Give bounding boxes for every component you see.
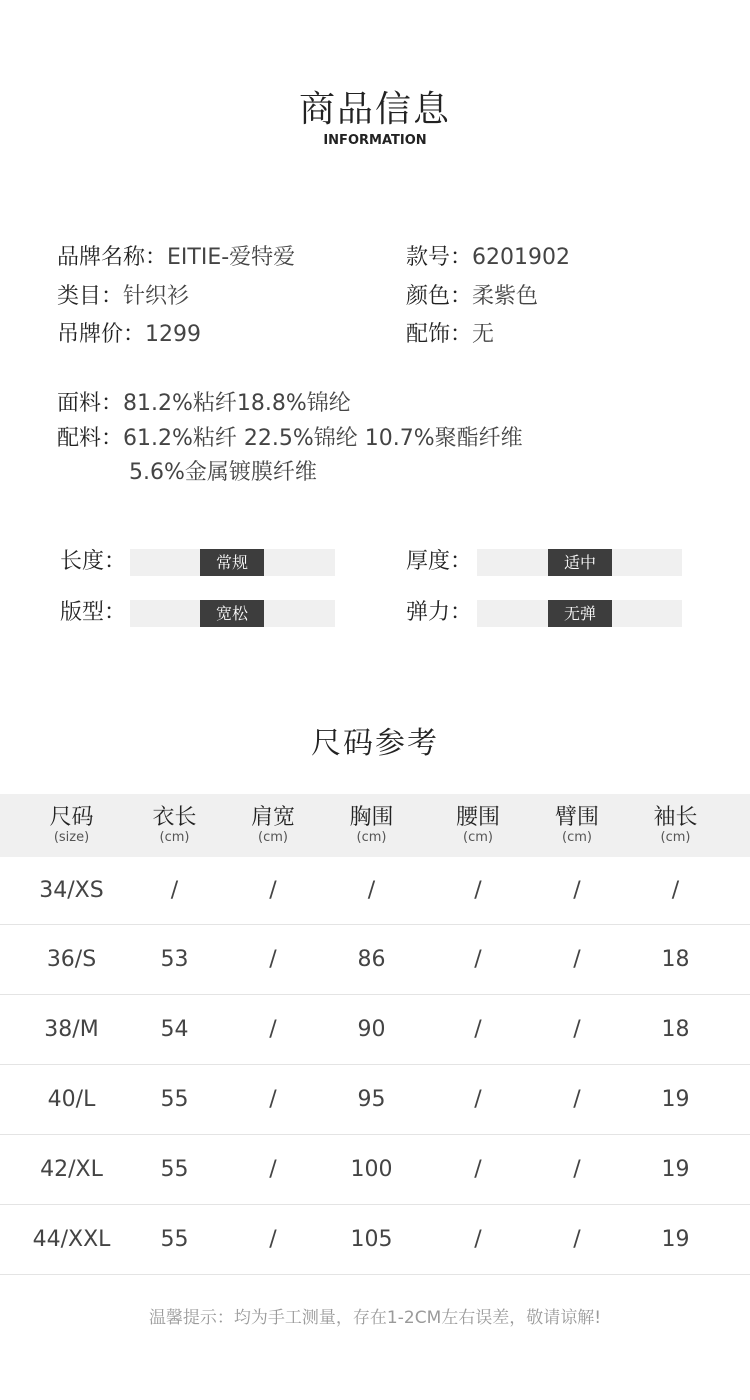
column-header-sleeve: 袖长 (cm) — [653, 805, 698, 845]
color-value: 柔紫色 — [472, 284, 539, 309]
table-cell: 86 — [357, 946, 386, 972]
page-title: 商品信息 — [298, 89, 451, 130]
table-cell: 90 — [357, 1016, 386, 1042]
thickness-scale — [477, 549, 682, 576]
style-no-info — [406, 243, 570, 273]
column-header-size: 尺码 (size) — [49, 805, 94, 845]
elasticity-value-chip: 无弹 — [548, 600, 612, 627]
brand-label: 品牌名称： — [57, 245, 168, 270]
column-header-arm: 臂围 (cm) — [554, 805, 599, 845]
table-cell: 100 — [350, 1156, 393, 1182]
table-cell: 55 — [160, 1156, 189, 1182]
table-cell: / — [367, 877, 376, 903]
thickness-value-chip: 适中 — [548, 549, 612, 576]
table-cell: / — [573, 1016, 581, 1042]
table-cell: / — [269, 946, 277, 972]
brand-info — [57, 243, 295, 273]
page-subtitle: INFORMATION — [323, 133, 427, 148]
fabric-main — [57, 389, 351, 419]
table-cell: 34/XS — [39, 877, 104, 903]
table-row — [0, 1064, 750, 1134]
fabric-lining-line2: 5.6%金属镀膜纤维 — [129, 460, 317, 485]
table-cell: 44/XXL — [32, 1226, 111, 1252]
column-header-length: 衣长 (cm) — [152, 805, 197, 845]
price-label: 吊牌价： — [57, 322, 146, 347]
fabric-lining-value-1: 61.2%粘纤 22.5%锦纶 10.7%聚酯纤维 — [123, 426, 523, 451]
table-cell: / — [474, 877, 482, 903]
thickness-label: 厚度： — [406, 549, 473, 574]
category-label: 类目： — [57, 284, 124, 309]
table-row — [0, 994, 750, 1064]
column-header-bust: 胸围 (cm) — [349, 805, 394, 845]
table-cell: / — [269, 1156, 277, 1182]
fabric-main-label: 面料： — [57, 391, 124, 416]
table-cell: / — [573, 1086, 581, 1112]
price-info — [57, 320, 201, 350]
table-cell: 95 — [357, 1086, 386, 1112]
table-cell: 19 — [661, 1226, 690, 1252]
table-cell: / — [671, 877, 680, 903]
size-table-header — [0, 794, 750, 857]
fit-value-chip: 宽松 — [200, 600, 264, 627]
length-label: 长度： — [60, 549, 127, 574]
table-cell: 55 — [160, 1086, 189, 1112]
column-header-waist: 腰围 (cm) — [455, 805, 500, 845]
table-cell: / — [474, 1226, 482, 1252]
table-row — [0, 1134, 750, 1204]
category-info — [57, 282, 189, 312]
measurement-note: 温馨提示：均为手工测量，存在1-2CM左右误差，敬请谅解! — [148, 1308, 602, 1328]
table-cell: 42/XL — [40, 1156, 103, 1182]
color-label: 颜色： — [406, 284, 473, 309]
color-info — [406, 282, 538, 312]
table-cell: 105 — [350, 1226, 393, 1252]
table-cell: / — [573, 946, 581, 972]
elasticity-scale — [477, 600, 682, 627]
accessory-info — [406, 320, 494, 350]
table-cell: / — [573, 1156, 581, 1182]
table-cell: 40/L — [47, 1086, 96, 1112]
table-cell: / — [269, 1086, 277, 1112]
size-table — [0, 794, 750, 1275]
price-value: 1299 — [145, 322, 202, 347]
table-cell: / — [474, 946, 482, 972]
table-cell: / — [474, 1086, 482, 1112]
category-value: 针织衫 — [123, 284, 190, 309]
table-cell: / — [170, 877, 179, 903]
fabric-lining-label: 配料： — [57, 426, 124, 451]
style-no-value: 6201902 — [472, 245, 570, 270]
table-cell: 53 — [160, 946, 189, 972]
column-header-shoulder: 肩宽 (cm) — [250, 805, 295, 845]
fabric-main-value: 81.2%粘纤18.8%锦纶 — [123, 391, 351, 416]
accessory-value: 无 — [472, 322, 495, 347]
table-cell: / — [269, 1226, 277, 1252]
length-scale — [130, 549, 335, 576]
fit-label: 版型： — [60, 600, 127, 625]
table-cell: / — [573, 1226, 581, 1252]
table-row — [0, 857, 750, 924]
size-chart-title: 尺码参考 — [311, 726, 439, 761]
table-cell: / — [573, 877, 581, 903]
table-cell: 18 — [661, 946, 690, 972]
table-cell: / — [474, 1156, 482, 1182]
table-cell: / — [269, 877, 277, 903]
fabric-lining — [57, 424, 523, 454]
table-row — [0, 924, 750, 994]
brand-value: EITIE-爱特爱 — [167, 245, 296, 270]
table-row — [0, 1204, 750, 1274]
fit-scale — [130, 600, 335, 627]
table-cell: 18 — [661, 1016, 690, 1042]
table-cell: 54 — [160, 1016, 189, 1042]
accessory-label: 配饰： — [406, 322, 473, 347]
table-cell: 36/S — [46, 946, 97, 972]
table-cell: 38/M — [44, 1016, 99, 1042]
style-no-label: 款号： — [406, 245, 473, 270]
table-cell: 55 — [160, 1226, 189, 1252]
length-value-chip: 常规 — [200, 549, 264, 576]
table-cell: 19 — [661, 1086, 690, 1112]
elasticity-label: 弹力： — [406, 600, 473, 625]
table-cell: / — [269, 1016, 277, 1042]
table-cell: / — [474, 1016, 482, 1042]
table-cell: 19 — [661, 1156, 690, 1182]
